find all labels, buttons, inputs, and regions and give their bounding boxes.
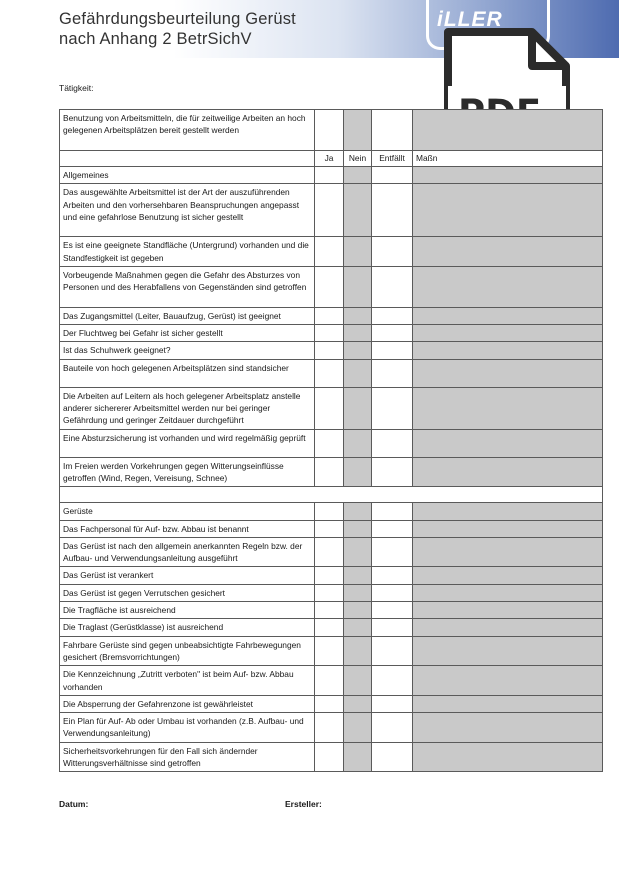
- table-row: [60, 584, 603, 601]
- cell-massnahmen[interactable]: [413, 567, 603, 584]
- cell-ja[interactable]: [315, 237, 344, 267]
- cell-ja[interactable]: [315, 636, 344, 666]
- table-row: [60, 387, 603, 429]
- checklist-table: [59, 109, 603, 772]
- cell-nein[interactable]: [344, 602, 372, 619]
- table-row: [60, 359, 603, 387]
- ersteller-label: Ersteller:: [285, 799, 322, 809]
- table-row: [60, 307, 603, 324]
- cell-nein[interactable]: [344, 457, 372, 487]
- table-row: [60, 342, 603, 359]
- table-row: [60, 695, 603, 712]
- cell-nein[interactable]: [344, 387, 372, 429]
- row-text: Das Gerüst ist gegen Verrutschen gesichert: [60, 584, 315, 601]
- cell-massnahmen[interactable]: [413, 457, 603, 487]
- cell-ja[interactable]: [315, 584, 344, 601]
- cell-ja[interactable]: [315, 457, 344, 487]
- cell-entfaellt[interactable]: [372, 742, 413, 772]
- cell-ja[interactable]: [315, 567, 344, 584]
- row-text: Sicherheitsvorkehrungen für den Fall sich ändernder Witterungsverhältnisse sind getroffen: [60, 742, 315, 772]
- column-massnahmen: Maßn: [413, 151, 603, 167]
- cell-entfaellt[interactable]: [372, 666, 413, 696]
- table-intro-text: Benutzung von Arbeitsmitteln, die für zeitweilige Arbeiten an hoch gelegenen Arbeitsplätzen bereit gestellt werden: [60, 110, 315, 151]
- cell-ja[interactable]: [315, 537, 344, 567]
- cell-ja[interactable]: [315, 742, 344, 772]
- cell-entfaellt[interactable]: [372, 636, 413, 666]
- cell-nein[interactable]: [344, 307, 372, 324]
- table-intro-row: [60, 110, 603, 151]
- row-text: Die Arbeiten auf Leitern als hoch gelegener Arbeitsplatz anstelle anderer sichererer Arbeitsmittel werden nur bei geringer Gefährdung und geringer Zeitdauer durchgeführt: [60, 387, 315, 429]
- title-line-1: Gefährdungsbeurteilung Gerüst: [59, 10, 296, 28]
- row-text: Gerüste: [60, 503, 315, 520]
- cell-nein[interactable]: [344, 325, 372, 342]
- cell-massnahmen[interactable]: [413, 429, 603, 457]
- cell-massnahmen[interactable]: [413, 520, 603, 537]
- cell-massnahmen[interactable]: [413, 237, 603, 267]
- table-row: [60, 636, 603, 666]
- cell-nein[interactable]: [344, 713, 372, 743]
- cell-massnahmen[interactable]: [413, 742, 603, 772]
- cell-nein[interactable]: [344, 342, 372, 359]
- table-row: [60, 537, 603, 567]
- cell-massnahmen[interactable]: [413, 584, 603, 601]
- cell-massnahmen[interactable]: [413, 537, 603, 567]
- row-text: Eine Absturzsicherung ist vorhanden und wird regelmäßig geprüft: [60, 429, 315, 457]
- cell-nein[interactable]: [344, 184, 372, 237]
- cell-entfaellt[interactable]: [372, 602, 413, 619]
- cell-massnahmen[interactable]: [413, 619, 603, 636]
- cell-massnahmen[interactable]: [413, 307, 603, 324]
- cell-ja[interactable]: [315, 602, 344, 619]
- row-text: Allgemeines: [60, 167, 315, 184]
- cell-massnahmen[interactable]: [413, 636, 603, 666]
- table-row: [60, 503, 603, 520]
- table-row: [60, 713, 603, 743]
- table-row: [60, 237, 603, 267]
- cell-ja[interactable]: [315, 342, 344, 359]
- cell-nein[interactable]: [344, 167, 372, 184]
- cell-ja[interactable]: [315, 503, 344, 520]
- table-row: [60, 266, 603, 307]
- row-text: Das ausgewählte Arbeitsmittel ist der Art der auszuführenden Arbeiten und den vorhersehbaren Beanspruchungen angepasst und eine gefahrlose Benutzung ist sicher gestellt: [60, 184, 315, 237]
- table-header-row: [60, 151, 603, 167]
- table-row: [60, 602, 603, 619]
- cell-nein[interactable]: [344, 666, 372, 696]
- row-text: Die Absperrung der Gefahrenzone ist gewährleistet: [60, 695, 315, 712]
- cell-entfaellt[interactable]: [372, 713, 413, 743]
- cell-ja[interactable]: [315, 325, 344, 342]
- row-text: [60, 487, 603, 503]
- cell-ja[interactable]: [315, 359, 344, 387]
- logo-text: iLLER: [437, 8, 503, 31]
- cell-entfaellt[interactable]: [372, 167, 413, 184]
- cell-entfaellt[interactable]: [372, 584, 413, 601]
- cell-nein[interactable]: [344, 359, 372, 387]
- cell-nein[interactable]: [344, 619, 372, 636]
- table-row: [60, 742, 603, 772]
- cell-nein[interactable]: [344, 742, 372, 772]
- row-text: Bauteile von hoch gelegenen Arbeitsplätzen sind standsicher: [60, 359, 315, 387]
- cell-entfaellt[interactable]: [372, 520, 413, 537]
- cell-massnahmen[interactable]: [413, 666, 603, 696]
- cell-massnahmen[interactable]: [413, 695, 603, 712]
- cell-nein[interactable]: [344, 695, 372, 712]
- cell-nein[interactable]: [344, 266, 372, 307]
- cell-entfaellt[interactable]: [372, 325, 413, 342]
- table-row: [60, 567, 603, 584]
- row-text: Das Gerüst ist nach den allgemein anerkannten Regeln bzw. der Aufbau- und Verwendungsanleitung ausgeführt: [60, 537, 315, 567]
- table-row: [60, 457, 603, 487]
- row-text: Vorbeugende Maßnahmen gegen die Gefahr des Absturzes von Personen und des Herabfallens von Gegenständen sind getroffen: [60, 266, 315, 307]
- cell-ja[interactable]: [315, 184, 344, 237]
- column-entfaellt: Entfällt: [372, 151, 413, 167]
- cell-ja[interactable]: [315, 307, 344, 324]
- row-text: Das Zugangsmittel (Leiter, Bauaufzug, Gerüst) ist geeignet: [60, 307, 315, 324]
- table-row: [60, 184, 603, 237]
- table-row: [60, 666, 603, 696]
- cell-massnahmen[interactable]: [413, 387, 603, 429]
- cell-massnahmen[interactable]: [413, 167, 603, 184]
- row-text: Die Kennzeichnung „Zutritt verboten" ist beim Auf- bzw. Abbau vorhanden: [60, 666, 315, 696]
- cell-entfaellt[interactable]: [372, 537, 413, 567]
- cell-entfaellt[interactable]: [372, 184, 413, 237]
- column-ja: Ja: [315, 151, 344, 167]
- cell-massnahmen[interactable]: [413, 342, 603, 359]
- taetigkeit-label: Tätigkeit:: [59, 83, 94, 93]
- cell-entfaellt[interactable]: [372, 342, 413, 359]
- cell-entfaellt[interactable]: [372, 387, 413, 429]
- table-row: [60, 167, 603, 184]
- cell-nein[interactable]: [344, 520, 372, 537]
- row-text: Das Gerüst ist verankert: [60, 567, 315, 584]
- cell-entfaellt[interactable]: [372, 503, 413, 520]
- cell-entfaellt[interactable]: [372, 359, 413, 387]
- row-text: Die Tragfläche ist ausreichend: [60, 602, 315, 619]
- cell-entfaellt[interactable]: [372, 237, 413, 267]
- cell-massnahmen[interactable]: [413, 602, 603, 619]
- cell-entfaellt[interactable]: [372, 307, 413, 324]
- cell-ja[interactable]: [315, 520, 344, 537]
- cell-massnahmen[interactable]: [413, 266, 603, 307]
- row-text: Im Freien werden Vorkehrungen gegen Witterungseinflüsse getroffen (Wind, Regen, Vereisung, Schnee): [60, 457, 315, 487]
- page-title: [59, 9, 296, 49]
- row-text: Der Fluchtweg bei Gefahr ist sicher gestellt: [60, 325, 315, 342]
- cell-nein[interactable]: [344, 584, 372, 601]
- cell-nein[interactable]: [344, 503, 372, 520]
- title-line-2: nach Anhang 2 BetrSichV: [59, 30, 252, 48]
- table-row: [60, 325, 603, 342]
- cell-massnahmen[interactable]: [413, 713, 603, 743]
- cell-ja[interactable]: [315, 666, 344, 696]
- cell-ja[interactable]: [315, 167, 344, 184]
- cell-ja[interactable]: [315, 695, 344, 712]
- cell-entfaellt[interactable]: [372, 567, 413, 584]
- cell-ja[interactable]: [315, 619, 344, 636]
- cell-massnahmen[interactable]: [413, 325, 603, 342]
- cell-nein[interactable]: [344, 636, 372, 666]
- cell-ja[interactable]: [315, 387, 344, 429]
- cell-entfaellt[interactable]: [372, 695, 413, 712]
- column-nein: Nein: [344, 151, 372, 167]
- row-text: Fahrbare Gerüste sind gegen unbeabsichtigte Fahrbewegungen gesichert (Bremsvorrichtungen): [60, 636, 315, 666]
- cell-ja[interactable]: [315, 429, 344, 457]
- table-row: [60, 487, 603, 503]
- cell-nein[interactable]: [344, 537, 372, 567]
- cell-massnahmen[interactable]: [413, 503, 603, 520]
- cell-massnahmen[interactable]: [413, 184, 603, 237]
- row-text: Es ist eine geeignete Standfläche (Untergrund) vorhanden und die Standfestigkeit ist gegeben: [60, 237, 315, 267]
- cell-entfaellt[interactable]: [372, 457, 413, 487]
- cell-ja[interactable]: [315, 266, 344, 307]
- cell-entfaellt[interactable]: [372, 429, 413, 457]
- cell-entfaellt[interactable]: [372, 266, 413, 307]
- cell-nein[interactable]: [344, 237, 372, 267]
- row-text: Das Fachpersonal für Auf- bzw. Abbau ist benannt: [60, 520, 315, 537]
- row-text: Ein Plan für Auf- Ab oder Umbau ist vorhanden (z.B. Aufbau- und Verwendungsanleitung): [60, 713, 315, 743]
- table-row: [60, 619, 603, 636]
- cell-nein[interactable]: [344, 567, 372, 584]
- datum-label: Datum:: [59, 799, 89, 809]
- row-text: Die Traglast (Gerüstklasse) ist ausreichend: [60, 619, 315, 636]
- cell-ja[interactable]: [315, 713, 344, 743]
- cell-nein[interactable]: [344, 429, 372, 457]
- row-text: Ist das Schuhwerk geeignet?: [60, 342, 315, 359]
- cell-massnahmen[interactable]: [413, 359, 603, 387]
- cell-entfaellt[interactable]: [372, 619, 413, 636]
- table-row: [60, 520, 603, 537]
- table-row: [60, 429, 603, 457]
